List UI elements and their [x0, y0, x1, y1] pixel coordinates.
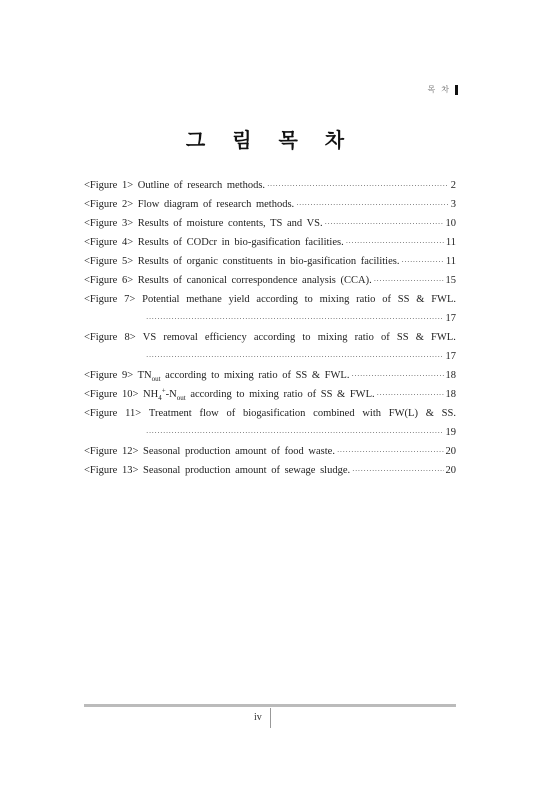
- toc-entry-page: 18: [445, 370, 456, 381]
- leader-dots: [346, 234, 444, 253]
- toc-entry-label: <Figure 4> Results of CODcr in bio-gasification facilities.: [84, 237, 344, 248]
- toc-entry-label: <Figure 8> VS removal efficiency according to mixing ratio of SS & FWL.: [84, 332, 456, 343]
- toc-entry-label: <Figure $9> TN_{out}$ according to mixing ratio of SS & FWL.: [84, 370, 350, 384]
- toc-entry-label: <Figure 6> Results of canonical correspondence analysis (CCA).: [84, 275, 372, 286]
- toc-entry-label: <Figure 11> Treatment flow of biogasification combined with FW(L) & SS.: [84, 408, 456, 419]
- toc-entry-label: <Figure $10> NH_4^+-N_{out}$ according to mixing ratio of SS & FWL.: [84, 386, 375, 403]
- toc-entry-label: <Figure 13> Seasonal production amount of sewage sludge.: [84, 465, 351, 476]
- figure-list: [84, 176, 456, 480]
- leader-dots: [401, 253, 443, 272]
- leader-dots: [374, 272, 444, 291]
- toc-entry-page: 3: [450, 199, 456, 210]
- toc-entry-page: 10: [445, 218, 456, 229]
- running-header: [428, 84, 458, 95]
- toc-entry[interactable]: [84, 214, 456, 233]
- toc-entry-page: 11: [445, 256, 456, 267]
- toc-entry[interactable]: [84, 271, 456, 290]
- leader-dots: [296, 196, 449, 215]
- toc-entry[interactable]: [84, 195, 456, 214]
- toc-entry-page: 17: [445, 351, 456, 362]
- leader-dots: [352, 462, 443, 481]
- footer-page-number: iv: [254, 712, 262, 723]
- leader-dots: [146, 348, 444, 367]
- leader-dots: [325, 215, 444, 234]
- leader-dots: [351, 367, 443, 386]
- toc-entry-label: <Figure 2> Flow diagram of research methods.: [84, 199, 295, 210]
- toc-entry[interactable]: [84, 290, 456, 328]
- toc-entry-page: 19: [445, 427, 456, 438]
- footer-rule: [84, 704, 456, 707]
- toc-entry-page: 20: [445, 465, 456, 476]
- toc-entry-page: 15: [445, 275, 456, 286]
- toc-entry-page: 17: [445, 313, 456, 324]
- running-header-text: 목 차: [427, 85, 451, 94]
- leader-dots: [377, 386, 444, 405]
- toc-entry[interactable]: [84, 442, 456, 461]
- footer-divider: [270, 708, 271, 728]
- toc-entry-label: <Figure 7> Potential methane yield according to mixing ratio of SS & FWL.: [84, 294, 456, 305]
- toc-entry[interactable]: [84, 461, 456, 480]
- toc-entry-label: <Figure 3> Results of moisture contents, TS and VS.: [84, 218, 323, 229]
- toc-entry-label: <Figure 5> Results of organic constituents in bio-gasification facilities.: [84, 256, 400, 267]
- leader-dots: [146, 310, 444, 329]
- toc-entry-label: <Figure 1> Outline of research methods.: [84, 180, 266, 191]
- toc-entry[interactable]: [84, 366, 456, 385]
- header-bar-mark: [455, 85, 458, 95]
- toc-entry[interactable]: [84, 328, 456, 366]
- toc-entry[interactable]: [84, 233, 456, 252]
- toc-entry[interactable]: [84, 252, 456, 271]
- toc-entry-page: 2: [450, 180, 456, 191]
- leader-dots: [146, 424, 444, 443]
- leader-dots: [267, 177, 449, 196]
- toc-entry[interactable]: [84, 176, 456, 195]
- toc-entry-page: 20: [445, 446, 456, 457]
- toc-entry-page: 11: [445, 237, 456, 248]
- toc-entry-label: <Figure 12> Seasonal production amount of food waste.: [84, 446, 335, 457]
- page-title: 그 림 목 차: [185, 128, 355, 152]
- toc-entry[interactable]: [84, 404, 456, 442]
- leader-dots: [337, 443, 444, 462]
- toc-entry[interactable]: [84, 385, 456, 404]
- toc-entry-page: 18: [445, 389, 456, 400]
